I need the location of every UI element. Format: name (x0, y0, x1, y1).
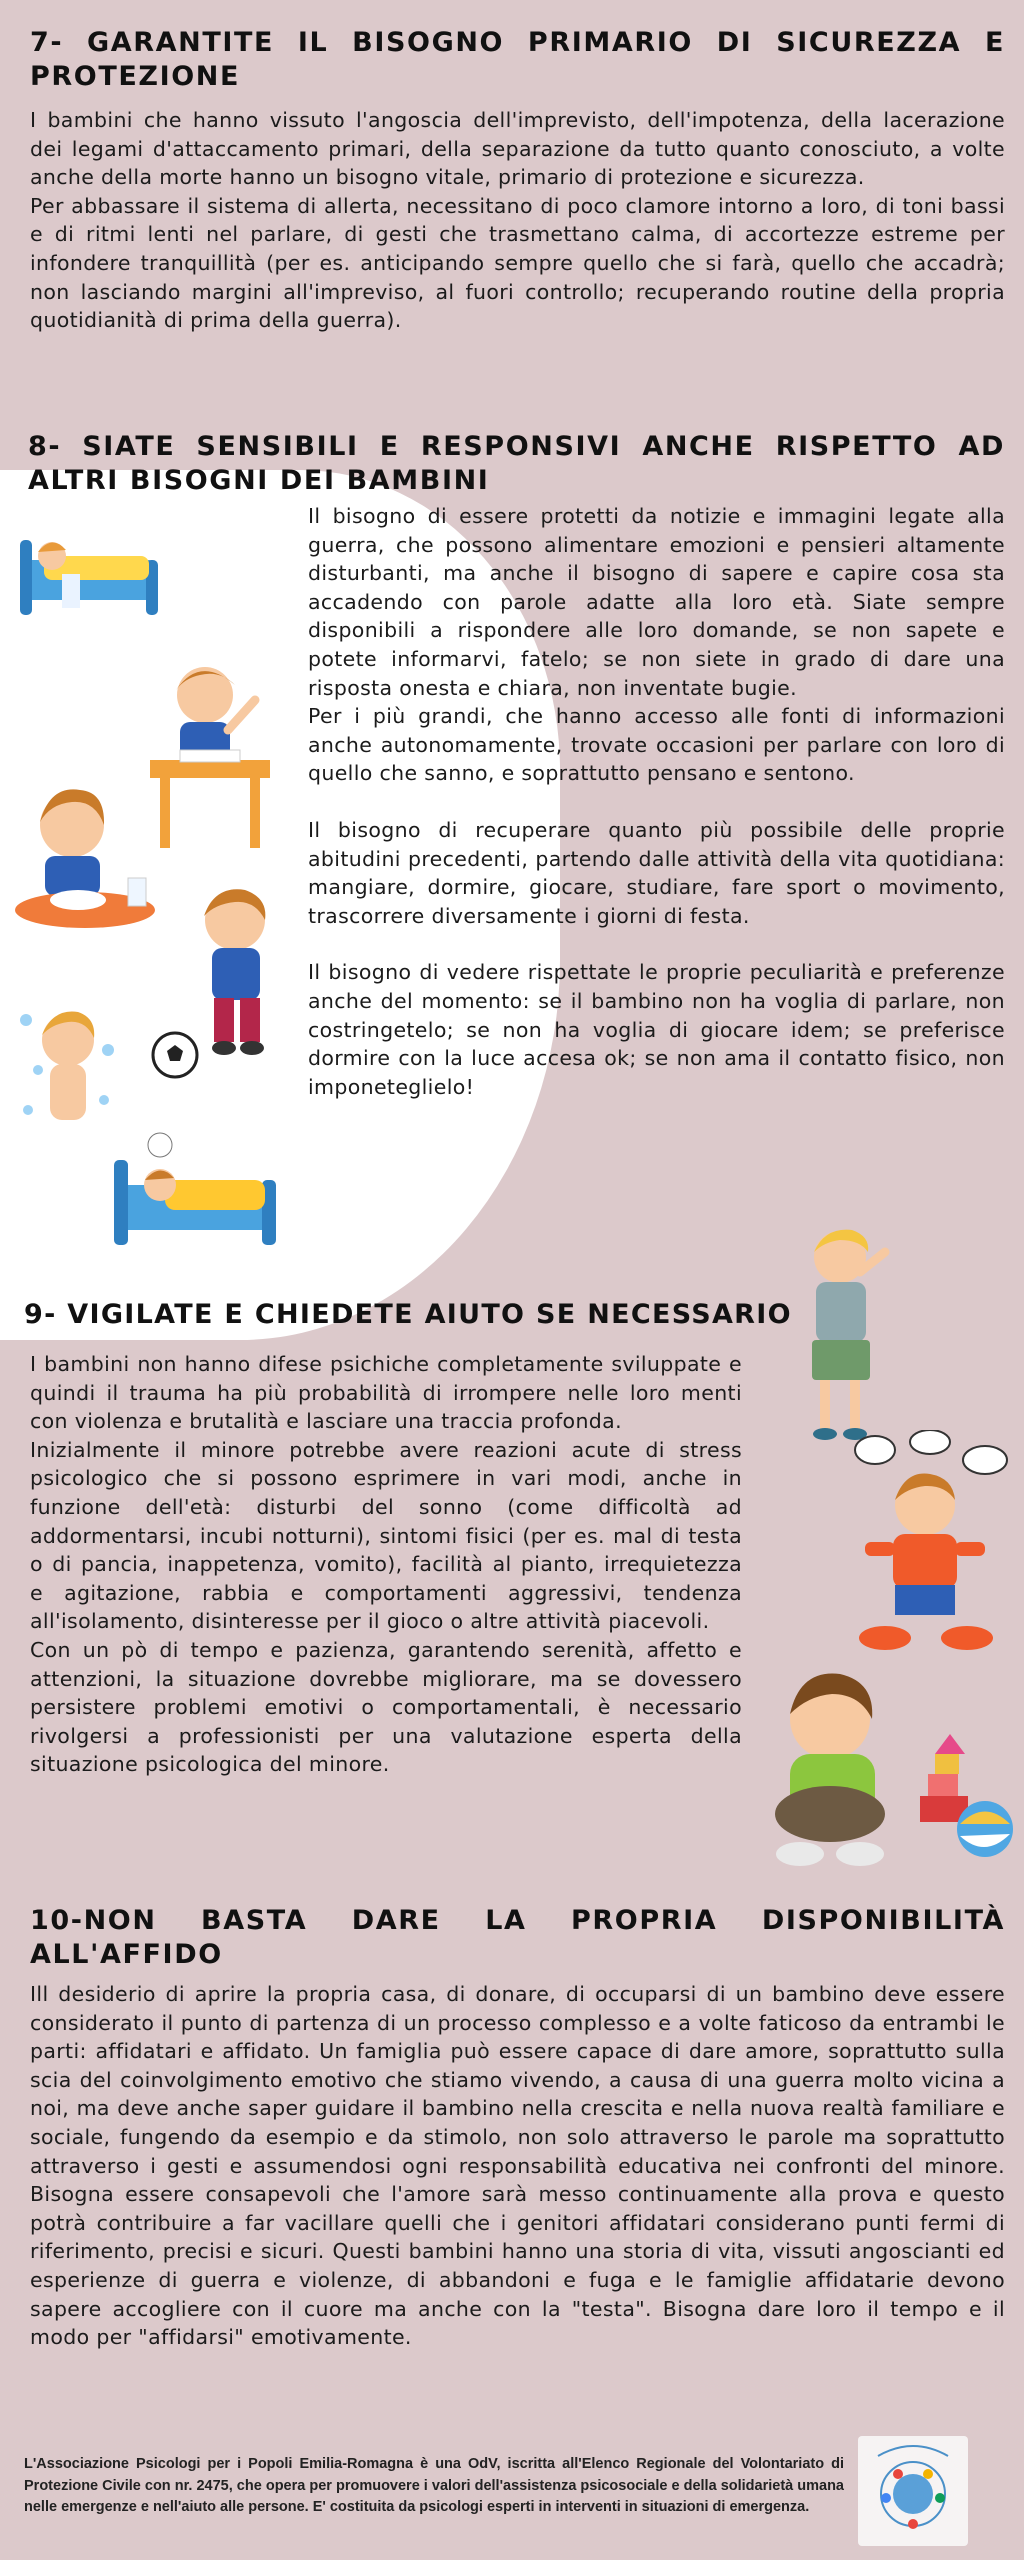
crying-girl-illustration (790, 1222, 900, 1452)
child-sleeping-bed-illustration (110, 1130, 290, 1260)
section-9-title: 9- VIGILATE E CHIEDETE AIUTO SE NECESSARIO (24, 1299, 792, 1330)
association-logo (858, 2436, 968, 2546)
section-7-title: 7- GARANTITE IL BISOGNO PRIMARIO DI SICUREZZA E PROTEZIONE (30, 27, 1005, 92)
section-10-title: 10-NON BASTA DARE LA PROPRIA DISPONIBILITÀ ALL'AFFIDO (30, 1905, 1005, 1970)
section-7 (30, 26, 1005, 335)
section-7-paragraph-1: I bambini che hanno vissuto l'angoscia dell'imprevisto, dell'impotenza, della lacerazione dei legami d'attaccamento primari, della separazione da tutto quanto conosciuto, a volte anche della morte hanno un bisogno vitale, primario di protezione e sicurezza. (30, 108, 1005, 190)
section-8-title: 8- SIATE SENSIBILI E RESPONSIVI ANCHE RISPETTO AD ALTRI BISOGNI DEI BAMBINI (28, 431, 1005, 496)
angry-boy-illustration (845, 1430, 1015, 1665)
child-showering-illustration (8, 990, 138, 1150)
footer-text: L'Associazione Psicologi per i Popoli Emilia-Romagna è una OdV, iscritta all'Elenco Regionale del Volontariato di Protezione Civile con nr. 2475, che opera per promuovere i valori dell'assistenza psicosociale e della solidarietà umana nelle emergenze e nell'aiuto alle persone. E' costituita da psicologi esperti in interventi in situazioni di emergenza. (24, 2456, 844, 2515)
section-8-paragraph-4: Il bisogno di vedere rispettate le proprie peculiarità e preferenze anche del momento: se il bambino non ha voglia di parlare, non costringetelo; se non ha voglia di giocare idem; se preferisce dormire con la luce accesa ok; se non ama il contatto fisico, non imponeteglielo! (308, 960, 1005, 1099)
section-9-header (24, 1298, 804, 1332)
sad-boy-with-toys-illustration (760, 1664, 1015, 1879)
section-9-paragraph-3: Con un pò di tempo e pazienza, garantendo serenità, affetto e attenzioni, la situazione dovrebbe migliorare, ma se dovessero persistere problemi emotivi o comportamentali, è necessario rivolgersi a professionisti per una valutazione esperta della situazione psicologica del minore. (30, 1637, 742, 1777)
section-7-paragraph-2: Per abbassare il sistema di allerta, necessitano di poco clamore intorno a loro, di toni bassi e di ritmi lenti nel parlare, di gesti che trasmettano calma, di accortezze estreme per infondere tranquillità (per es. anticipando sempre quello che si farà, quello che accadrà; non lasciando margini all'impreviso, al fuori controllo; recuperando routine della propria quotidianità di prima della guerra). (30, 193, 1005, 333)
section-8-paragraph-1: Il bisogno di essere protetti da notizie e immagini legate alla guerra, che possono alimentare emozioni e pensieri altamente disturbanti, ma anche il bisogno di sapere e capire cosa sta accadendo con parole adatte alla loro età. Siate sempre disponibili a rispondere alle loro domande, se non sapete e potete informarvi, fatelo; se non siete in grado di dare una risposta onesta e chiara, non inventate bugie. (308, 504, 1005, 700)
logo-icon (858, 2436, 968, 2546)
section-9-paragraph-1: I bambini non hanno difese psichiche completamente sviluppate e quindi il trauma ha più probabilità di irrompere nelle loro menti con violenza e brutalità e lasciare una traccia profonda. (30, 1352, 742, 1434)
section-9-body (30, 1350, 742, 1779)
section-10 (30, 1904, 1005, 2352)
child-sleeping-illustration (14, 520, 174, 630)
section-10-paragraph: Ill desiderio di aprire la propria casa, di donare, di occuparsi di un bambino deve essere considerato il punto di partenza di un processo complesso e a volte faticoso da entrambi le parti: affidatari e affidato. Un famiglia può essere capace di dare amore, soprattutto sulla scia del coinvolgimento emotivo che stiamo vivendo, a causa di una guerra molto vicina a noi, ma deve anche saper guidare il bambino nella crescita e nella nuova realtà familiare e sociale, fungendo da esempio e da stimolo, non solo attraverso le parole ma soprattutto attraverso i gesti e assumendosi ogni responsabilità educativa nei confronti del minore. Bisogna essere consapevoli che l'amore sarà messo continuamente alla prova e questo potrà contribuire a far vacillare quelli che i genitori affidatari considerano punti fermi di riferimento, precisi e sicuri. Questi bambini hanno una storia di vita, vissuti angoscianti ed esperienze di guerra e violenze, di abbandoni e fuga e le famiglie affidatarie devono sapere accogliere con il cuore ma anche con la "testa". Bisogna dare loro il tempo e il modo per "affidarsi" emotivamente. (30, 1982, 1005, 2350)
child-writing-illustration (140, 650, 280, 870)
section-8-body (308, 502, 1005, 1101)
child-playing-football-illustration (140, 880, 300, 1080)
section-9-paragraph-2: Inizialmente il minore potrebbe avere reazioni acute di stress psicologico che si possono esprimere in vari modi, anche in funzione dell'età: disturbi del sonno (come difficoltà ad addormentarsi, incubi notturni), sintomi fisici (per es. mal di testa o di pancia, inappetenza, vomito), facilità al pianto, irrequietezza e agitazione, rabbia e comportamenti aggressivi, tendenza all'isolamento, disinteresse per il gioco o altre attività piacevoli. (30, 1437, 742, 1634)
section-8-paragraph-2: Per i più grandi, che hanno accesso alle fonti di informazioni anche autonomamente, trovate occasioni per parlare con loro di quello che sanno, e soprattutto pensano e sentono. (308, 704, 1005, 786)
child-eating-illustration (10, 770, 160, 940)
section-8-paragraph-3: Il bisogno di recuperare quanto più possibile delle proprie abitudini precedenti, partendo dalle attività della vita quotidiana: mangiare, dormire, giocare, studiare, fare sport o movimento, trascorrere diversamente i giorni di festa. (308, 817, 1005, 928)
section-8-header (28, 430, 1005, 498)
